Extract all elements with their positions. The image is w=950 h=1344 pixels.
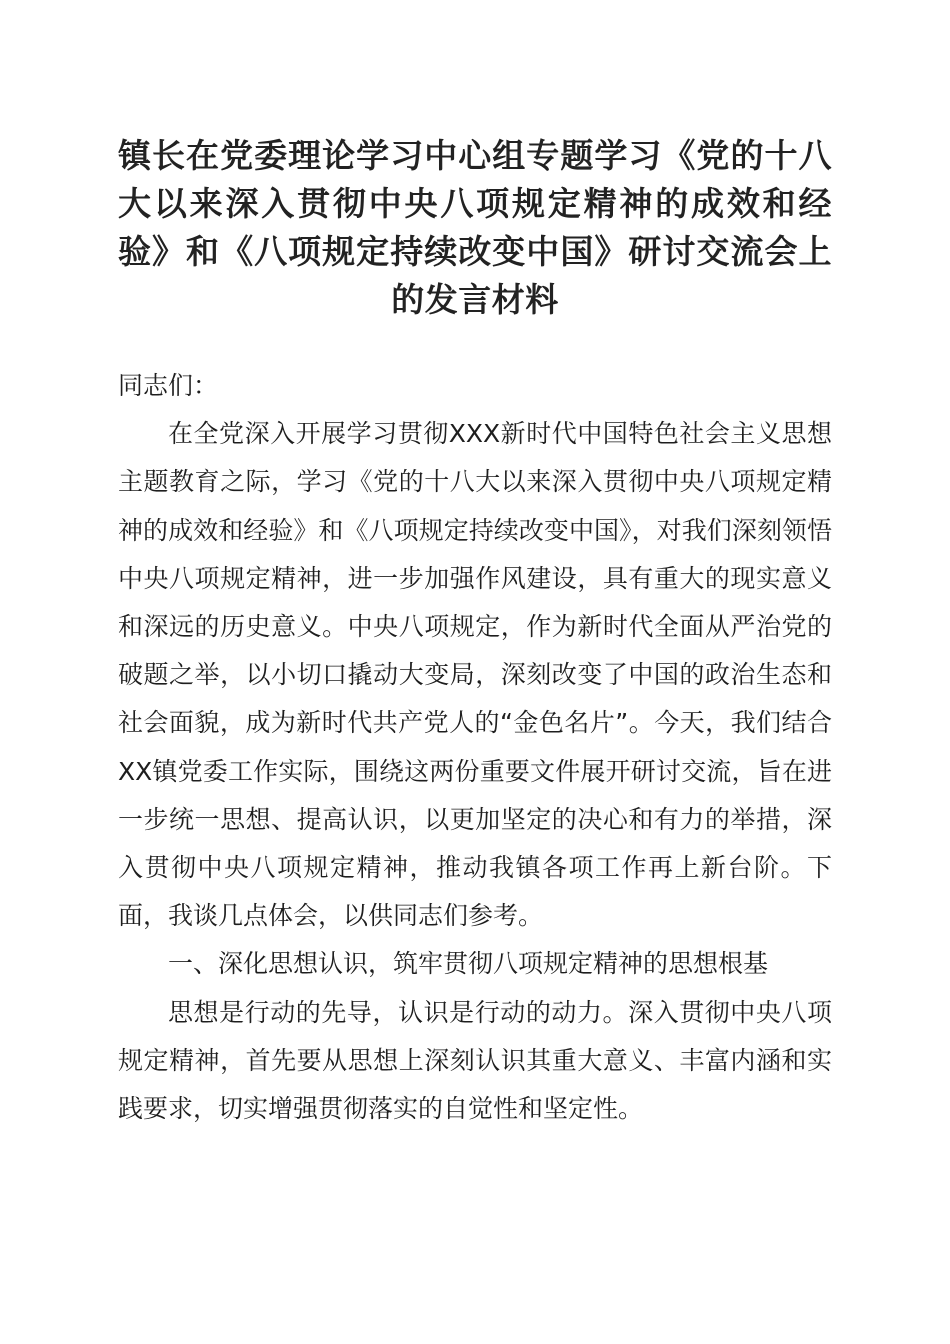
intro-paragraph: 在全党深入开展学习贯彻XXX新时代中国特色社会主义思想主题教育之际，学习《党的十八大以来深入贯彻中央八项规定精神的成效和经验》和《八项规定持续改变中国》，对我们深刻领悟中央八项规定精神，进一步加强作风建设，具有重大的现实意义和深远的历史意义。中央八项规定，作为新时代全面从严治党的破题之举，以小切口撬动大变局，深刻改变了中国的政治生态和社会面貌，成为新时代共产党人的“金色名片”。今天，我们结合XX镇党委工作实际，围绕这两份重要文件展开研讨交流，旨在进一步统一思想、提高认识，以更加坚定的决心和有力的举措，深入贯彻中央八项规定精神，推动我镇各项工作再上新台阶。下面，我谈几点体会，以供同志们参考。 — [118, 419, 832, 931]
document-title: 镇长在党委理论学习中心组专题学习《党的十八大以来深入贯彻中央八项规定精神的成效和经验》和《八项规定持续改变中国》研讨交流会上的发言材料 — [118, 136, 832, 319]
section-heading-1: 一、深化思想认识，筑牢贯彻八项规定精神的思想根基 — [168, 949, 769, 979]
salutation: 同志们： — [118, 371, 219, 400]
document-body — [118, 362, 832, 1133]
section-paragraph-1: 思想是行动的先导，认识是行动的动力。深入贯彻中央八项规定精神，首先要从思想上深刻认识其重大意义、丰富内涵和实践要求，切实增强贯彻落实的自觉性和坚定性。 — [118, 997, 832, 1124]
